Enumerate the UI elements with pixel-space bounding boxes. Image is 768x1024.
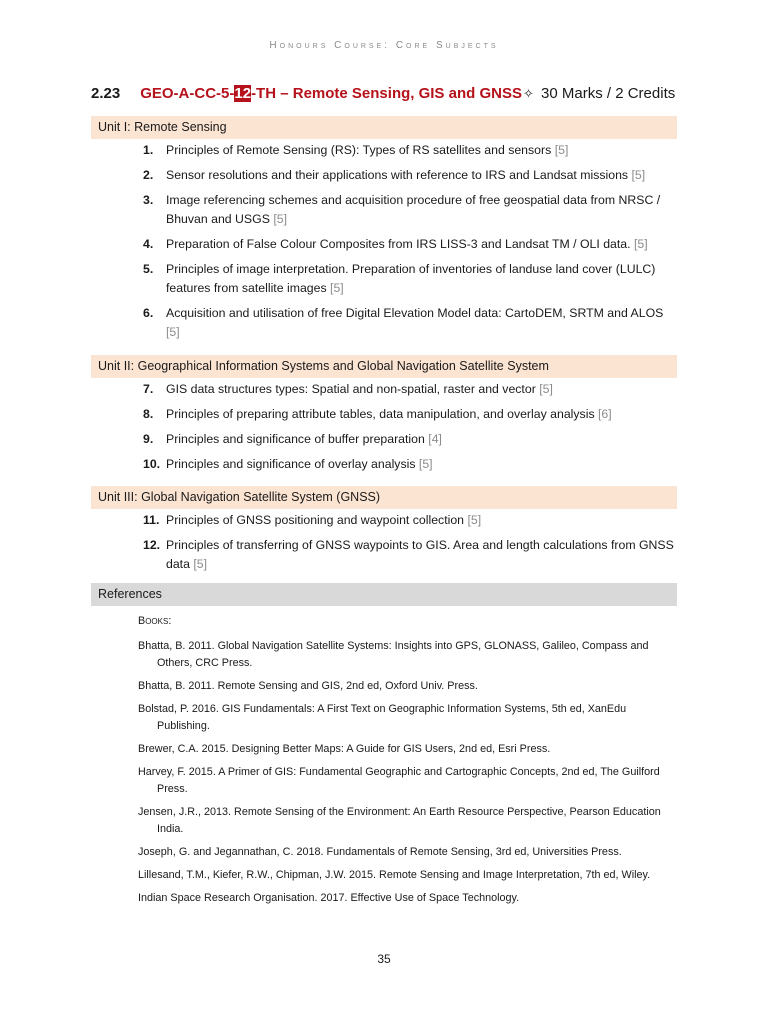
- item-marks: [5]: [631, 168, 646, 182]
- item-marks: [5]: [273, 212, 288, 226]
- unit-heading-3: Unit III: Global Navigation Satellite System (GNSS): [91, 486, 677, 509]
- unit-heading-1: Unit I: Remote Sensing: [91, 116, 677, 139]
- item-text: Image referencing schemes and acquisition procedure of free geospatial data from NRSC / Bhuvan and USGS: [166, 193, 661, 226]
- item-marks: [5]: [166, 325, 180, 339]
- unit-3-list: [143, 511, 677, 580]
- books-list: [138, 614, 678, 913]
- item-marks: [5]: [554, 143, 569, 157]
- item-number: 8.: [143, 407, 154, 421]
- item-number: 4.: [143, 237, 154, 251]
- item-marks: [5]: [633, 237, 648, 251]
- item-number: 12.: [143, 538, 161, 552]
- unit-2-list: [143, 380, 677, 480]
- item-text: GIS data structures types: Spatial and non-spatial, raster and vector: [166, 382, 536, 396]
- item-number: 2.: [143, 168, 154, 182]
- references-heading: References: [91, 583, 677, 606]
- course-title: [91, 85, 711, 102]
- item-number: 7.: [143, 382, 154, 396]
- item-marks: [5]: [418, 457, 433, 471]
- list-item: [143, 455, 677, 474]
- item-number: 10.: [143, 457, 161, 471]
- unit-1-list: [143, 141, 677, 348]
- reference-entry: Brewer, C.A. 2015. Designing Better Maps: A Guide for GIS Users, 2nd ed, Esri Press.: [138, 743, 551, 755]
- course-title-text: – Remote Sensing, GIS and GNSS: [276, 85, 522, 102]
- list-item: [143, 536, 677, 574]
- item-number: 1.: [143, 143, 154, 157]
- item-text: Sensor resolutions and their applications with reference to IRS and Landsat missions: [166, 168, 629, 182]
- item-text: Principles of image interpretation. Preparation of inventories of landuse land cover (LULC) features from satellite images: [166, 262, 656, 295]
- section-number: 2.23: [91, 85, 121, 102]
- item-marks: [5]: [467, 513, 482, 527]
- reference-entry: Lillesand, T.M., Kiefer, R.W., Chipman, J.W. 2015. Remote Sensing and Image Interpretation, 7th ed, Wiley.: [138, 869, 651, 881]
- list-item: [143, 430, 677, 449]
- item-marks: [5]: [539, 382, 553, 396]
- list-item: [143, 166, 677, 185]
- list-item: [143, 380, 677, 399]
- course-code-suffix: -TH: [251, 85, 277, 102]
- books-label: Books:: [138, 615, 172, 627]
- reference-entry: Jensen, J.R., 2013. Remote Sensing of the Environment: An Earth Resource Perspective, Pearson Education India.: [138, 806, 661, 835]
- reference-entry: Bhatta, B. 2011. Global Navigation Satellite Systems: Insights into GPS, GLONASS, Galileo, Compass and Others, CRC Press.: [138, 640, 649, 669]
- reference-entry: Bhatta, B. 2011. Remote Sensing and GIS, 2nd ed, Oxford Univ. Press.: [138, 680, 478, 692]
- item-marks: [4]: [428, 432, 442, 446]
- item-number: 9.: [143, 432, 154, 446]
- diamond-star-icon: ✧: [522, 86, 534, 101]
- item-text: Acquisition and utilisation of free Digital Elevation Model data: CartoDEM, SRTM and ALOS: [166, 306, 664, 320]
- reference-entry: Joseph, G. and Jegannathan, C. 2018. Fundamentals of Remote Sensing, 3rd ed, Universities Press.: [138, 846, 622, 858]
- item-number: 3.: [143, 193, 154, 207]
- item-number: 6.: [143, 306, 154, 320]
- list-item: [143, 191, 677, 229]
- list-item: [143, 511, 677, 530]
- item-text: Preparation of False Colour Composites from IRS LISS-3 and Landsat TM / OLI data.: [166, 237, 631, 251]
- item-text: Principles and significance of overlay analysis: [166, 457, 416, 471]
- reference-entry: Indian Space Research Organisation. 2017. Effective Use of Space Technology.: [138, 892, 520, 904]
- item-text: Principles of transferring of GNSS waypoints to GIS. Area and length calculations from GNSS data: [166, 538, 674, 571]
- item-text: Principles and significance of buffer preparation: [166, 432, 425, 446]
- course-code-highlight: 12: [234, 85, 252, 102]
- item-number: 5.: [143, 262, 154, 276]
- course-marks: 30 Marks / 2 Credits: [536, 85, 676, 102]
- list-item: [143, 235, 677, 254]
- list-item: [143, 260, 677, 298]
- item-marks: [5]: [193, 557, 208, 571]
- item-marks: [5]: [330, 281, 344, 295]
- item-marks: [6]: [598, 407, 612, 421]
- item-text: Principles of preparing attribute tables, data manipulation, and overlay analysis: [166, 407, 595, 421]
- list-item: [143, 304, 677, 342]
- item-number: 11.: [143, 513, 160, 527]
- running-header: Honours Course: Core Subjects: [269, 40, 499, 51]
- list-item: [143, 141, 677, 160]
- item-text: Principles of GNSS positioning and waypoint collection: [166, 513, 465, 527]
- reference-entry: Bolstad, P. 2016. GIS Fundamentals: A First Text on Geographic Information Systems, 5th ed, XanEdu Publishing.: [138, 703, 627, 732]
- list-item: [143, 405, 677, 424]
- reference-entry: Harvey, F. 2015. A Primer of GIS: Fundamental Geographic and Cartographic Concepts, 2nd ed, The Guilford Press.: [138, 766, 660, 795]
- course-code-prefix: GEO-A-CC-5-: [140, 85, 235, 102]
- unit-heading-2: Unit II: Geographical Information Systems and Global Navigation Satellite System: [91, 355, 677, 378]
- item-text: Principles of Remote Sensing (RS): Types of RS satellites and sensors: [166, 143, 552, 157]
- page-number: 35: [377, 952, 391, 966]
